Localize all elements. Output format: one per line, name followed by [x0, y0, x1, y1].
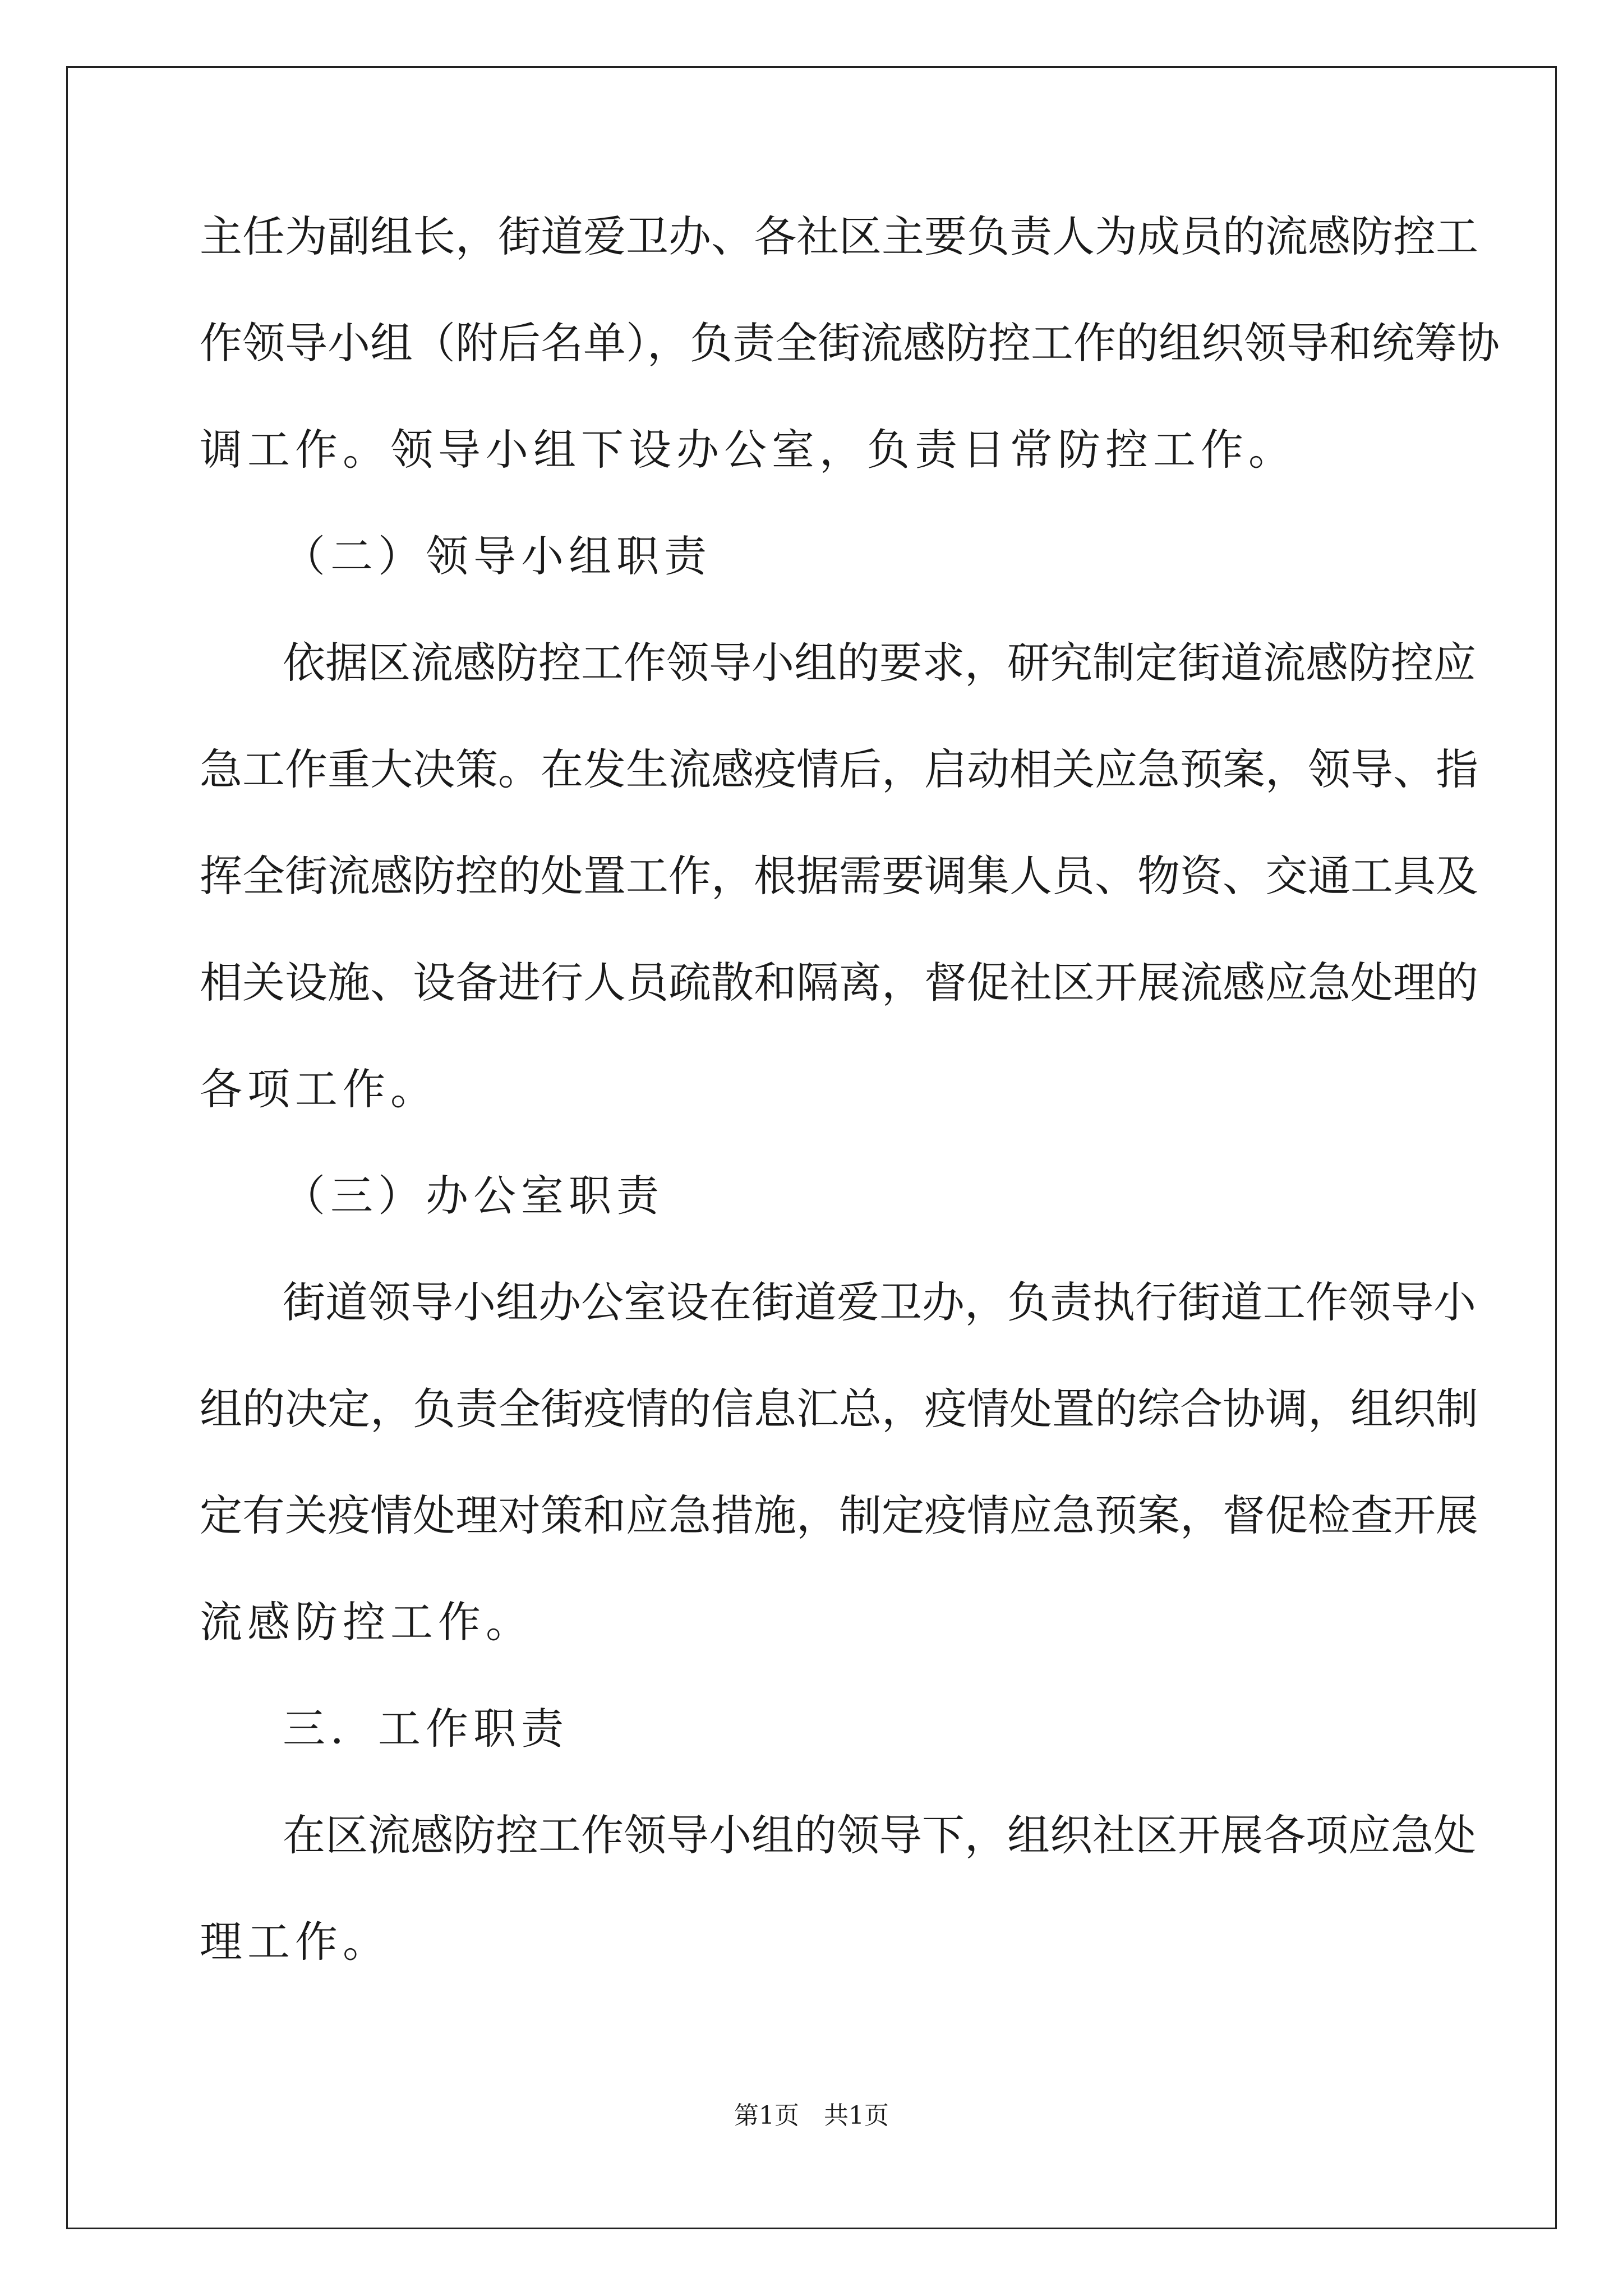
text-line: 调工作。领导小组下设办公室，负责日常防控工作。 — [200, 425, 1296, 475]
text-line: 主任为副组长，街道爱卫办、各社区主要负责人为成员的流感防控工 — [200, 211, 1478, 261]
text-line: （二）领导小组职责 — [283, 531, 712, 581]
document-body — [200, 209, 1500, 2021]
text-line: 组的决定，负责全街疫情的信息汇总，疫情处置的综合协调，组织制 — [200, 1384, 1478, 1434]
text-line: 在区流感防控工作领导小组的领导下，组织社区开展各项应急处 — [283, 1810, 1476, 1860]
text-line: 流感防控工作。 — [200, 1597, 533, 1647]
text-line: 依据区流感防控工作领导小组的要求，研究制定街道流感防控应 — [283, 638, 1476, 688]
text-line: 作领导小组（附后名单），负责全街流感防控工作的组织领导和统筹协 — [200, 318, 1500, 368]
text-line: （三）办公室职责 — [283, 1171, 664, 1221]
page-number-total: 共1页 — [824, 2101, 889, 2130]
text-line: 定有关疫情处理对策和应急措施，制定疫情应急预案，督促检查开展 — [200, 1490, 1478, 1540]
text-line: 街道领导小组办公室设在街道爱卫办，负责执行街道工作领导小 — [283, 1277, 1476, 1327]
page-footer — [0, 2099, 1623, 2133]
text-line: 急工作重大决策。在发生流感疫情后，启动相关应急预案，领导、指 — [200, 744, 1478, 794]
text-line: 挥全街流感防控的处置工作，根据需要调集人员、物资、交通工具及 — [200, 851, 1478, 901]
page-number-current: 第1页 — [734, 2101, 799, 2130]
text-line: 各项工作。 — [200, 1064, 438, 1114]
text-line: 相关设施、设备进行人员疏散和隔离，督促社区开展流感应急处理的 — [200, 958, 1478, 1007]
text-line: 理工作。 — [200, 1917, 390, 1967]
text-line: 三．工作职责 — [283, 1704, 569, 1754]
